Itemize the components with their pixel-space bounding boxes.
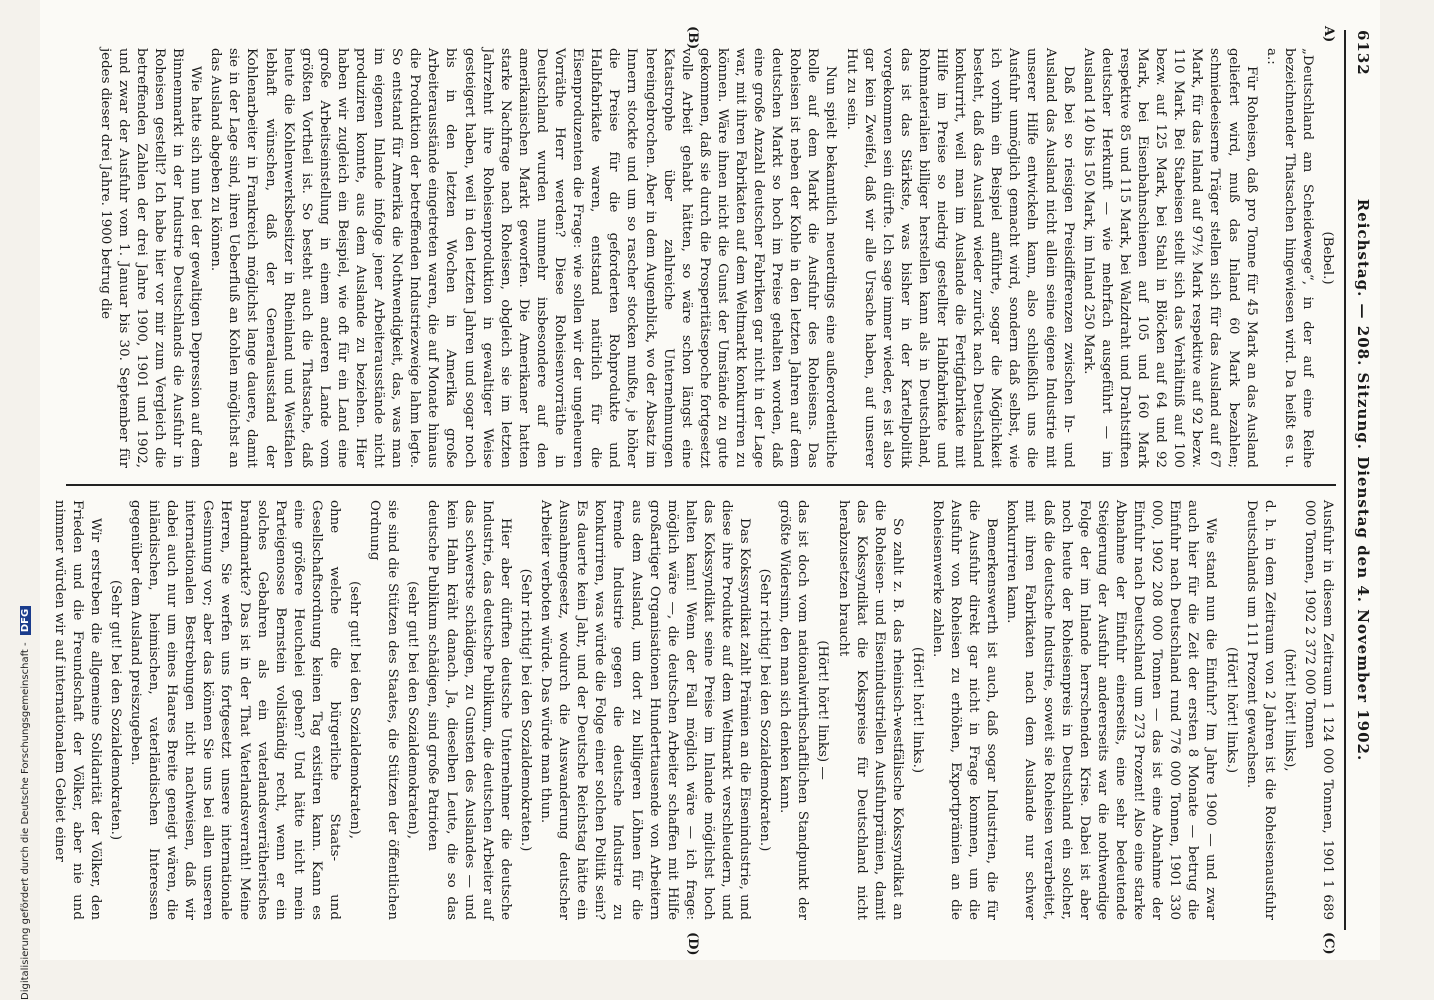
- paragraph: Daß bei so riesigen Preisdifferenzen zwischen In- und Ausland das Ausland nicht allein seine eigene Industrie mit unserer Hilfe entwickeln kann, also schließlich uns die Ausfuhr unmöglich gemacht wird, sondern daß selbst, wie ich vorhin ein Beispiel anführte, sogar die Möglichkeit besteht, daß das Ausland wieder zurück nach Deutschland konkurrirt, weil man im Auslande die Fertigfabrikate mit Hilfe im Preise so niedrig gestellter Halbfabrikate und Rohmaterialien billiger herstellen kann als in Deutschland, das ist das Stärkste, was bisher in der Kartellpolitik vorgekommen sein dürfte. Ich sage immer wieder, es ist also gar kein Zweifel, daß wir alle Ursache haben, auf unserer Hut zu sein.: [843, 48, 1076, 468]
- paragraph: Nun spielt bekanntlich neuerdings eine außerordentliche Rolle auf dem Markt die Ausfuhr des Roheisens. Das Roheisen ist neben der Kohle in den letzten Jahren auf dem deutschen Markt so hoch im Preise gehalten worden, daß eine große Anzahl deutscher Fabriken gar nicht in der Lage war, mit ihren Fabrikaten auf dem Weltmarkt konkurriren zu können. Wäre ihnen nicht die Gunst der Umstände zu gute gekommen, daß sie durch die Prosperitätsepoche fortgesetzt volle Arbeit gehabt hätten, so wäre schon längst eine Katastrophe über zahlreiche Unternehmungen hereingebrochen. Aber in dem Augenblick, wo der Absatz im Innern stockte und um so rascher stocken mußte, je höher die Preise für die geforderten Rohprodukte und Halbfabrikate waren, entstand natürlich für die Eisenproduzenten die Frage: wie sollen wir der ungeheuren Vorräthe Herr werden? Diese Roheisenvorräthe in Deutschland wurden nunmehr insbesondere auf den amerikanischen Markt geworfen. Die Amerikaner hatten starke Nachfrage nach Roheisen, obgleich sie im letzten Jahrzehnt ihre Roheisenproduktion in gewaltiger Weise gesteigert haben, weil in den letzten Jahren und sogar noch bis in den letzten Wochen in Amerika große Arbeiterausstände eingetreten waren, die auf Monate hinaus die Produktion der betreffenden Industriezweige lahm legte. So entstand für Amerika die Nothwendigkeit, das, was man im eigenen Inlande infolge jener Arbeiterausstände nicht produziren konnte, aus dem Auslande zu beziehen. Hier haben wir zugleich ein Beispiel, wie oft für ein Land eine große Arbeitseinstellung in einem anderen Lande vom größten Vortheil ist. So besteht auch die Thatsache, daß heute die Kohlenwerksbesitzer in Rheinland und Westfalen lebhaft wünschen, daß der Generalausstand der Kohlenarbeiter in Frankreich möglichst lange dauere, damit sie in der Lage sind, ihren Ueberfluß an Kohlen möglichst an das Ausland abgeben zu können.: [208, 48, 839, 468]
- paragraph: Das Kokssyndikat zahlt Prämien an die Eisenindustrie, und diese ihre Produkte auf dem Weltmarkt verschleudern, und das Kokssyndikat seine Preise im Inlande möglichst hoch halten kann! Wenn der Fall möglich wäre — ich frage: möglich wäre —, die deutschen Arbeiter schaffen mit Hilfe großartiger Organisationen Hunderttausende von Arbeitern aus dem Ausland, um dort zu billigeren Löhnen für die fremde Industrie gegen die deutsche Industrie zu konkurriren, was würde die Folge einer solchen Politik sein? Es dauerte kein Jahr, und der Deutsche Reichstag hätte ein Ausnahmegesetz, wodurch die Auswanderung deutscher Arbeiter verboten würde. Das würde man thun.: [538, 500, 753, 920]
- paragraph: Für Roheisen, daß pro Tonne für 45 Mark an das Ausland geliefert wird, muß das Inland 60 Mark bezahlen; schmiedeeiserne Träger stellen sich für das Ausland auf 67 Mark, für das Inland auf 97½ Mark respektive auf 92 bezw. 110 Mark. Bei Stabeisen stellt sich das Verhältniß auf 100 bezw. auf 125 Mark, bei Stahl in Blöcken auf 64 und 92 Mark, bei Eisenbahnschienen auf 105 und 160 Mark respektive 85 und 115 Mark, bei Walzdraht und Drahtstiften deutscher Herkunft — wie mehrfach ausgeführt — im Ausland 140 bis 150 Mark, im Inland 250 Mark.: [1080, 48, 1259, 468]
- interjection: (sehr gut! bei den Sozialdemokraten),: [405, 581, 421, 839]
- page-title: Reichstag. — 208. Sitzung. Dienstag den 4. November 1902.: [1354, 198, 1372, 762]
- paragraph: Wie hatte sich nun bei der gewaltigen Depression auf dem Binnenmarkt in der Industrie Deutschlands die Ausfuhr in Roheisen gestellt? Ich habe hier vor mir zum Vergleich die betreffenden Zahlen der drei Jahre 1900, 1901 und 1902, und zwar der Ausfuhr vom 1. Januar bis 30. September für jedes dieser drei Jahre. 1900 betrug die: [97, 48, 204, 468]
- paragraph: d. h. in dem Zeitraum von 2 Jahren ist die Roheisenausfuhr Deutschlands um 111 Prozent gewachsen.: [1243, 500, 1277, 920]
- credit-text: Digitalisierung gefördert durch die Deutsche Forschungsgemeinschaft -: [20, 642, 31, 1000]
- paragraph: Hier aber dürften deutsche Unternehmer die deutsche Industrie, das deutsche Publikum, die deutschen Arbeiter auf das schwerste schädigen, zu Gunsten des Auslandes — und kein Hahn kräht danach. Ja, dieselben Leute, die so das deutsche Publikum schädigen, sind große Patrioten: [425, 500, 513, 920]
- paragraph: sie sind die Stützen des Staates, die Stützen der öffentlichen Ordnung: [367, 500, 401, 920]
- speaker-label: (Bebel.): [1320, 231, 1335, 285]
- page-header: [1346, 30, 1372, 930]
- column-divider: [66, 484, 1336, 486]
- digitization-credit: [0, 0, 31, 1000]
- interjection: (Hört! hört! links.): [1223, 646, 1239, 774]
- page-number: 6132: [1354, 30, 1372, 76]
- interjection: (hört! hört! links),: [1281, 648, 1297, 772]
- interjection: (Hört! hört! links) —: [815, 640, 831, 780]
- right-column: [51, 500, 1336, 920]
- paragraph: das ist doch vom nationalwirthschaftlichen Standpunkt der größte Widersinn, den man sich denken kann.: [777, 500, 811, 920]
- interjection: (Sehr gut! bei den Sozialdemokraten.): [107, 579, 123, 841]
- paragraph: „Deutschland am Scheidewege“, in der auf eine Reihe bezeichnender Thatsachen hingewiesen wird. Da heißt es u. a.:: [1263, 48, 1315, 468]
- margin-mark-c: (C): [1321, 932, 1336, 955]
- left-column: [66, 48, 1336, 468]
- interjection: (Sehr richtig! bei den Sozialdemokraten.): [757, 568, 773, 852]
- margin-mark-a: A): [1321, 26, 1336, 43]
- interjection: (Hört! hört! links.): [909, 646, 925, 774]
- margin-mark-b: (B): [685, 26, 700, 50]
- interjection: (Sehr richtig! bei den Sozialdemokraten.): [517, 568, 533, 852]
- interjection: (sehr gut! bei den Sozialdemokraten),: [347, 581, 363, 839]
- paragraph: So zahlt z. B. das rheinisch-westfälische Kokssyndikat an die Roheisen- und Eisenindustriellen Ausfuhrprämien, damit das Kokssyndikat die Kokspreise für Deutschland nicht herabzusetzen braucht: [835, 500, 905, 920]
- header-rule: [1344, 30, 1346, 930]
- paragraph: Bemerkenswerth ist auch, daß sogar Industrien, die für die Ausfuhr direkt gar nicht in Frage kommen, um die Ausfuhr von Roheisen zu erhöhen, Exportprämien an die Roheisenwerke zahlen.: [930, 500, 1000, 920]
- paragraph: ohne welche die bürgerliche Staats- und Gesellschaftsordnung keinen Tag existiren kann. Kann es eine größere Heuchelei geben? Und hätte nicht mein Parteigenosse Bernstein vollständig recht, wenn er ein solches Gebahren als ein vaterlandsverrätherisches brandmarkte? Das ist in der That Vaterlandsverrath! Meine Herren, Sie werfen uns fortgesetzt unsere internationale Gesinnung vor; aber das können Sie uns bei allen unseren internationalen Bestrebungen nicht nachweisen, daß wir dabei auch nur um eines Haares Breite geneigt wären, die inländischen, heimischen, vaterländischen Interessen gegenüber dem Ausland preiszugeben.: [128, 500, 343, 920]
- dfg-logo: DFG: [20, 606, 31, 635]
- paragraph: Ausfuhr in diesem Zeitraum 1 124 000 Tonnen, 1901 1 689 000 Tonnen, 1902 2 372 000 Tonnen: [1301, 500, 1335, 920]
- document-page: [40, 0, 1380, 960]
- paragraph: Wir erstreben die allgemeine Solidarität der Völker, den Frieden und die Freundschaft der Völker, aber nie und nimmer würden wir auf internationalem Gebiet einer: [51, 500, 103, 920]
- paragraph: Wie stand nun die Einfuhr? Im Jahre 1900 — und zwar auch hier für die Zeit der ersten 8 Monate — betrug die Einfuhr nach Deutschland rund 776 000 Tonnen, 1901 330 000, 1902 208 000 Tonnen — das ist eine Abnahme der Einfuhr nach Deutschland um 273 Prozent! Also eine starke Abnahme der Einfuhr einerseits, eine sehr bedeutende Steigerung der Ausfuhr andererseits war die nothwendige Folge der im Inlande herrschenden Krise. Dabei ist aber noch heute der Roheisenpreis in Deutschland ein solcher, daß die deutsche Industrie, soweit sie Roheisen verarbeitet, mit ihren Fabrikaten nach dem Auslande nur schwer konkurriren kann.: [1004, 500, 1219, 920]
- margin-mark-d: (D): [685, 932, 700, 956]
